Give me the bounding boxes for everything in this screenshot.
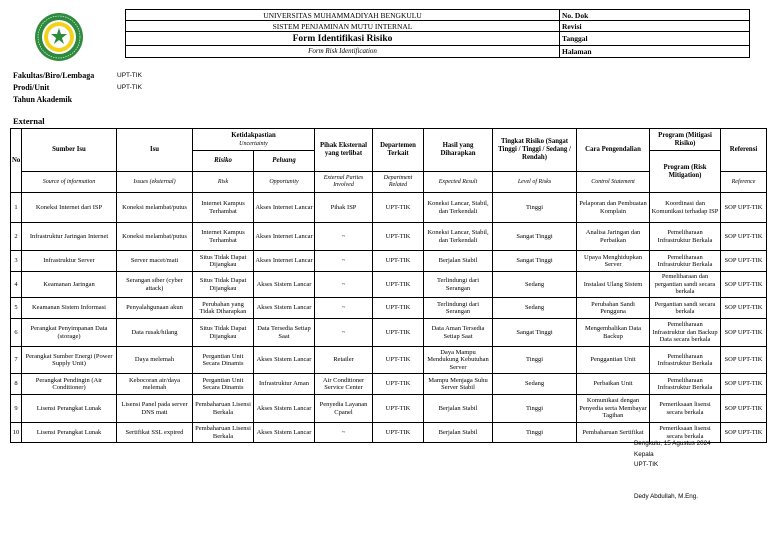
col-referensi: Referensi	[721, 129, 767, 172]
cell-hasil: Koneksi Lancar, Stabil, dan Terkendali	[424, 193, 493, 223]
cell-risiko: Pergantian Unit Secara Dinamis	[193, 347, 254, 374]
cell-tingkat: Tinggi	[493, 395, 577, 423]
cell-no: 10	[11, 423, 22, 443]
cell-sumber: Infrastruktur Jaringan Internet	[22, 223, 117, 251]
cell-no: 5	[11, 298, 22, 319]
cell-peluang: Akses Internet Lancar	[254, 193, 315, 223]
table-row	[11, 374, 767, 395]
cell-peluang: Data Tersedia Setiap Saat	[254, 319, 315, 347]
cell-program: Pemeliharaan Infrastruktur dan Backup Data secara berkala	[650, 319, 721, 347]
cell-pihak: ~	[315, 272, 373, 298]
col-ketidakpastian	[193, 129, 315, 151]
form-title: Form Identifikasi Risiko	[126, 32, 560, 46]
cell-cara: Perubahan Sandi Pengguna	[577, 298, 650, 319]
cell-program: Pemeliharaan Infrastruktur Berkala	[650, 223, 721, 251]
system-name: SISTEM PENJAMINAN MUTU INTERNAL	[126, 21, 560, 32]
cell-sumber: Keamanan Jaringan	[22, 272, 117, 298]
cell-hasil: Koneksi Lancar, Stabil, dan Terkendali	[424, 223, 493, 251]
col-tingkat-risiko-en: Level of Risks	[493, 172, 577, 193]
cell-sumber: Koneksi Internet dari ISP	[22, 193, 117, 223]
cell-ref: SOP UPT-TIK	[721, 423, 767, 443]
cell-pihak: Retailer	[315, 347, 373, 374]
cell-risiko: Pergantian Unit Secara Dinamis	[193, 374, 254, 395]
cell-tingkat: Sangat Tinggi	[493, 251, 577, 272]
faculty-label: Fakultas/Biro/Lembaga	[13, 71, 95, 80]
col-risiko: Risiko	[193, 151, 254, 172]
cell-sumber: Keamanan Sistem Informasi	[22, 298, 117, 319]
cell-ref: SOP UPT-TIK	[721, 347, 767, 374]
cell-dept: UPT-TIK	[373, 374, 424, 395]
col-tingkat-risiko: Tingkat Risiko (Sangat Tinggi / Tinggi / Sedang / Rendah)	[493, 129, 577, 172]
cell-program: Pemeliharaan Infrastruktur Berkala	[650, 251, 721, 272]
cell-hasil: Berjalan Stabil	[424, 423, 493, 443]
cell-hasil: Terlindungi dari Serangan	[424, 272, 493, 298]
col-peluang: Peluang	[254, 151, 315, 172]
col-sumber-isu: Sumber Isu	[22, 129, 117, 172]
cell-no: 7	[11, 347, 22, 374]
form-subtitle: Form Risk Identification	[126, 46, 560, 58]
cell-dept: UPT-TIK	[373, 347, 424, 374]
cell-no: 8	[11, 374, 22, 395]
cell-isu: Kebocoran air/daya melemah	[117, 374, 193, 395]
cell-dept: UPT-TIK	[373, 193, 424, 223]
cell-isu: Server macet/mati	[117, 251, 193, 272]
cell-isu: Daya melemah	[117, 347, 193, 374]
cell-ref: SOP UPT-TIK	[721, 319, 767, 347]
academic-year-label: Tahun Akademik	[13, 95, 73, 104]
unit-label: Prodi/Unit	[13, 83, 50, 92]
cell-cara: Komunikasi dengan Penyedia serta Membayar Tagihan	[577, 395, 650, 423]
cell-peluang: Akses Sistem Lancar	[254, 347, 315, 374]
cell-pihak: ~	[315, 251, 373, 272]
document-header	[125, 9, 750, 58]
signature-place-date: Bengkulu, 15 Agustus 2024	[634, 440, 711, 447]
cell-pihak: ~	[315, 319, 373, 347]
col-hasil-en: Expected Result	[424, 172, 493, 193]
cell-no: 9	[11, 395, 22, 423]
revision-label: Revisi	[560, 21, 750, 32]
cell-isu: Sertifikat SSL expired	[117, 423, 193, 443]
col-isu-en: Issues (eksternal)	[117, 172, 193, 193]
cell-tingkat: Sedang	[493, 374, 577, 395]
col-program: Program (Mitigasi Risiko)	[650, 129, 721, 151]
signature-position: Kepala	[634, 451, 654, 458]
cell-pihak: Pihak ISP	[315, 193, 373, 223]
risk-table	[10, 128, 767, 443]
cell-program: Pemeliharaan Infrastruktur Berkala	[650, 347, 721, 374]
cell-program: Koordinasi dan Komunikasi terhadap ISP	[650, 193, 721, 223]
cell-risiko: Internet Kampus Terhambat	[193, 223, 254, 251]
table-row	[11, 223, 767, 251]
cell-tingkat: Tinggi	[493, 193, 577, 223]
section-label: External	[13, 116, 45, 126]
cell-pihak: ~	[315, 223, 373, 251]
cell-ref: SOP UPT-TIK	[721, 193, 767, 223]
cell-pihak: ~	[315, 298, 373, 319]
cell-hasil: Daya Mampu Mendukung Kebutuhan Server	[424, 347, 493, 374]
col-departemen-en: Department Related	[373, 172, 424, 193]
cell-risiko: Situs Tidak Dapat Dijangkau	[193, 319, 254, 347]
table-row	[11, 193, 767, 223]
cell-risiko: Pembaharuan Lisensi Berkala	[193, 423, 254, 443]
cell-dept: UPT-TIK	[373, 395, 424, 423]
cell-dept: UPT-TIK	[373, 223, 424, 251]
col-no: No	[11, 129, 22, 193]
table-row	[11, 251, 767, 272]
cell-hasil: Berjalan Stabil	[424, 251, 493, 272]
cell-pihak: Air Conditioner Service Center	[315, 374, 373, 395]
cell-risiko: Situs Tidak Dapat Dijangkau	[193, 272, 254, 298]
cell-sumber: Perangkat Pendingin (Air Conditioner)	[22, 374, 117, 395]
cell-sumber: Infrastruktur Server	[22, 251, 117, 272]
cell-program: Pemeliharaan Infrastruktur Berkala	[650, 374, 721, 395]
cell-dept: UPT-TIK	[373, 423, 424, 443]
cell-program: Pemeriksaan lisensi secara berkala	[650, 423, 721, 443]
cell-risiko: Situs Tidak Dapat Dijangkau	[193, 251, 254, 272]
date-label: Tanggal	[560, 32, 750, 46]
cell-risiko: Perubahan yang Tidak Diharapkan	[193, 298, 254, 319]
cell-cara: Instalasi Ulang Sistem	[577, 272, 650, 298]
col-sumber-isu-en: Source of information	[22, 172, 117, 193]
cell-ref: SOP UPT-TIK	[721, 374, 767, 395]
col-cara-pengendalian: Cara Pengendalian	[577, 129, 650, 172]
col-referensi-en: Reference	[721, 172, 767, 193]
cell-dept: UPT-TIK	[373, 319, 424, 347]
university-name: UNIVERSITAS MUHAMMADIYAH BENGKULU	[126, 10, 560, 21]
faculty-value: UPT-TIK	[117, 72, 142, 79]
col-peluang-en: Opportunity	[254, 172, 315, 193]
cell-ref: SOP UPT-TIK	[721, 223, 767, 251]
cell-cara: Pelaporan dan Pembuatan Komplain	[577, 193, 650, 223]
cell-peluang: Akses Internet Lancar	[254, 223, 315, 251]
university-logo	[34, 12, 84, 62]
cell-isu: Koneksi melambat/putus	[117, 193, 193, 223]
cell-isu: Serangan siber (cyber attack)	[117, 272, 193, 298]
cell-hasil: Terlindungi dari Serangan	[424, 298, 493, 319]
cell-ref: SOP UPT-TIK	[721, 395, 767, 423]
col-pihak-eksternal: Pihak Eksternal yang terlibat	[315, 129, 373, 172]
page-label: Halaman	[560, 46, 750, 58]
cell-sumber: Lisensi Perangkat Lunak	[22, 395, 117, 423]
cell-peluang: Akses Internet Lancar	[254, 251, 315, 272]
cell-tingkat: Sangat Tinggi	[493, 223, 577, 251]
cell-cara: Analisa Jaringan dan Perbaikan	[577, 223, 650, 251]
col-program-sub: Program (Risk Mitigation)	[650, 151, 721, 193]
signature-unit: UPT-TIK	[634, 461, 659, 468]
col-pihak-eksternal-en: External Parties Involved	[315, 172, 373, 193]
col-isu: Isu	[117, 129, 193, 172]
cell-isu: Koneksi melambat/putus	[117, 223, 193, 251]
cell-dept: UPT-TIK	[373, 251, 424, 272]
cell-pihak: ~	[315, 423, 373, 443]
col-departemen: Departemen Terkait	[373, 129, 424, 172]
cell-tingkat: Tinggi	[493, 423, 577, 443]
col-ketidakpastian-en: Uncertainty	[239, 140, 268, 147]
col-hasil: Hasil yang Diharapkan	[424, 129, 493, 172]
cell-no: 2	[11, 223, 22, 251]
col-ketidakpastian-label: Ketidakpastian	[231, 131, 276, 139]
cell-program: Pemeliharaan dan pergantian sandi secara berkala	[650, 272, 721, 298]
cell-dept: UPT-TIK	[373, 272, 424, 298]
cell-hasil: Mampu Menjaga Suhu Server Stabil	[424, 374, 493, 395]
cell-peluang: Akses Sistem Lancar	[254, 272, 315, 298]
cell-risiko: Internet Kampus Terhambat	[193, 193, 254, 223]
cell-no: 4	[11, 272, 22, 298]
cell-peluang: Infrastruktur Aman	[254, 374, 315, 395]
cell-cara: Pembaharuan Sertifikat	[577, 423, 650, 443]
cell-hasil: Data Aman Tersedia Setiap Saat	[424, 319, 493, 347]
cell-isu: Penyalahgunaan akun	[117, 298, 193, 319]
table-row	[11, 395, 767, 423]
unit-value: UPT-TIK	[117, 84, 142, 91]
cell-sumber: Lisensi Perangkat Lunak	[22, 423, 117, 443]
cell-isu: Data rusak/hilang	[117, 319, 193, 347]
cell-no: 6	[11, 319, 22, 347]
cell-tingkat: Sangat Tinggi	[493, 319, 577, 347]
cell-ref: SOP UPT-TIK	[721, 251, 767, 272]
cell-cara: Penggantian Unit	[577, 347, 650, 374]
cell-program: Pemeriksaan lisensi secara berkala	[650, 395, 721, 423]
cell-sumber: Perangkat Sumber Energi (Power Supply Unit)	[22, 347, 117, 374]
cell-no: 1	[11, 193, 22, 223]
cell-sumber: Perangkat Penyimpanan Data (storage)	[22, 319, 117, 347]
cell-tingkat: Sedang	[493, 298, 577, 319]
cell-risiko: Pembaharuan Lisensi Berkala	[193, 395, 254, 423]
table-row	[11, 347, 767, 374]
cell-cara: Upaya Menghidupkan Server	[577, 251, 650, 272]
signature-name: Dedy Abdullah, M.Eng.	[634, 493, 699, 500]
table-row	[11, 298, 767, 319]
cell-isu: Lisensi Panel pada server DNS mati	[117, 395, 193, 423]
cell-ref: SOP UPT-TIK	[721, 298, 767, 319]
cell-peluang: Akses Sistem Lancar	[254, 395, 315, 423]
table-row	[11, 272, 767, 298]
cell-cara: Perbaikan Unit	[577, 374, 650, 395]
cell-peluang: Akses Sistem Lancar	[254, 423, 315, 443]
cell-dept: UPT-TIK	[373, 298, 424, 319]
cell-cara: Mengembalikan Data Backup	[577, 319, 650, 347]
cell-peluang: Akses Sistem Lancar	[254, 298, 315, 319]
cell-ref: SOP UPT-TIK	[721, 272, 767, 298]
col-risiko-en: Risk	[193, 172, 254, 193]
cell-hasil: Berjalan Stabil	[424, 395, 493, 423]
doc-number-label: No. Dok	[560, 10, 750, 21]
col-cara-pengendalian-en: Control Statement	[577, 172, 650, 193]
cell-program: Pergantian sandi secara berkala	[650, 298, 721, 319]
cell-pihak: Penyedia Layanan Cpanel	[315, 395, 373, 423]
table-row	[11, 319, 767, 347]
cell-no: 3	[11, 251, 22, 272]
cell-tingkat: Tinggi	[493, 347, 577, 374]
cell-tingkat: Sedang	[493, 272, 577, 298]
